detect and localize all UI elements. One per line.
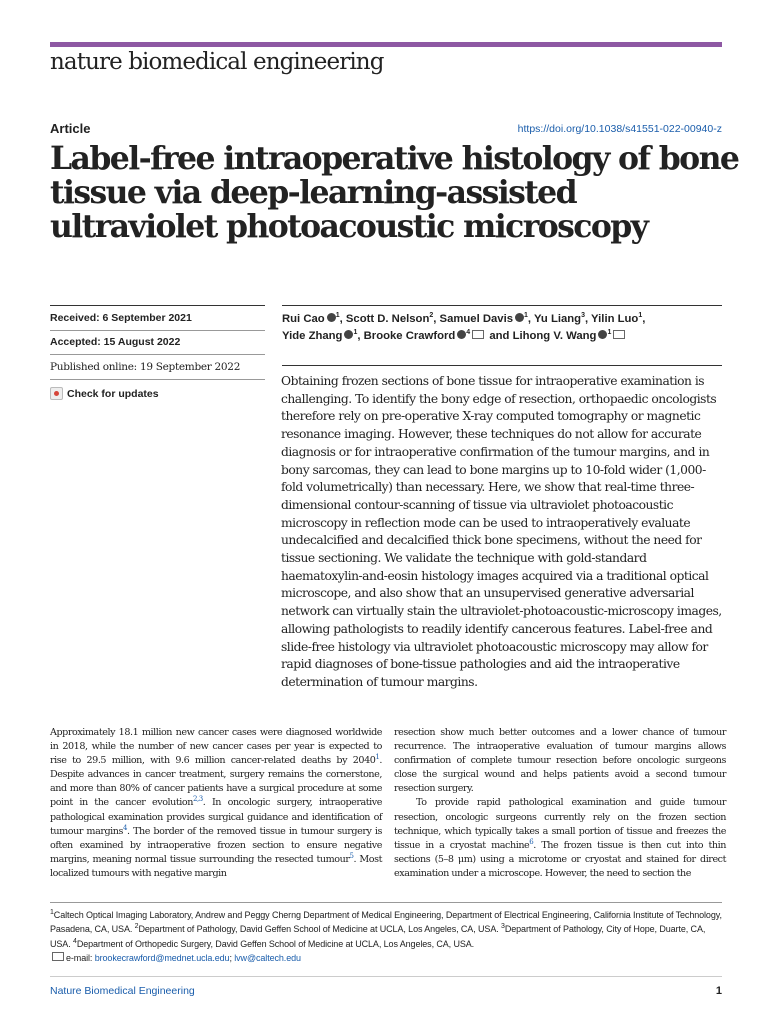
divider: [50, 305, 265, 306]
email-link[interactable]: brookecrawford@mednet.ucla.edu: [94, 952, 230, 963]
body-column-1: [50, 726, 382, 881]
orcid-icon[interactable]: [327, 313, 336, 322]
body-text: . In oncologic surgery, intraoperative pathological examination provides surgical guidance and identification of tumour margins: [50, 797, 382, 837]
author-list: [282, 311, 722, 344]
affiliation-sup: 4: [73, 937, 77, 945]
email-label: e-mail:: [66, 952, 95, 963]
check-for-updates-button[interactable]: [50, 387, 159, 400]
accepted-date: Accepted: 15 August 2022: [50, 336, 181, 348]
body-text: . The border of the removed tissue in tumour surgery is often examined by intraoperative frozen section to ensure negative margins, meaning normal tissue surrounding the resected tumour: [50, 825, 382, 865]
email-separator: ;: [229, 952, 235, 963]
affiliation-sup: 2: [429, 312, 434, 320]
body-column-2: [394, 726, 726, 881]
author-name[interactable]: , Yilin Luo: [584, 313, 639, 325]
page-number: 1: [715, 985, 722, 997]
check-for-updates-label: Check for updates: [67, 387, 159, 400]
author-name[interactable]: Rui Cao: [282, 313, 325, 325]
reference-link[interactable]: 6: [529, 837, 534, 846]
divider: [50, 330, 265, 331]
reference-link[interactable]: 4: [123, 823, 128, 832]
affiliation-sup: 1: [50, 909, 54, 916]
author-name[interactable]: , Yu Liang: [527, 313, 582, 325]
journal-name: nature biomedical engineering: [50, 49, 384, 75]
affiliation-sup: 3: [501, 923, 505, 931]
affiliation-sup: 4: [466, 328, 471, 336]
received-date: Received: 6 September 2021: [50, 312, 192, 324]
body-text: . Despite advances in cancer treatment, surgery remains the cornerstone, and more than 80% of cancer patients have a surgical procedure at some point in the cancer evolution: [50, 755, 382, 809]
affiliation-text: Department of Pathology, David Geffen School of Medicine at UCLA, Los Angeles, CA, USA.: [138, 924, 502, 935]
orcid-icon[interactable]: [457, 330, 466, 339]
email-link[interactable]: lvw@caltech.edu: [234, 952, 301, 963]
author-name[interactable]: , Scott D. Nelson: [339, 313, 430, 325]
affiliation-sup: 1: [353, 328, 358, 336]
body-text: . Most localized tumours with negative margin: [50, 853, 382, 879]
doi-link[interactable]: https://doi.org/10.1038/s41551-022-00940-z: [517, 123, 722, 135]
author-separator: ,: [642, 313, 646, 325]
affiliation-text: Caltech Optical Imaging Laboratory, Andrew and Peggy Cherng Department of Medical Engineering, Department of Electrical Engineering, California Institute of Technology, Pasadena, CA, USA.: [50, 910, 722, 935]
divider: [50, 354, 265, 355]
author-name[interactable]: Yide Zhang: [282, 329, 343, 342]
body-text: Approximately 18.1 million new cancer cases were diagnosed worldwide in 2018, while the number of new cancer cases per year is expected to rise to 29.5 million, with 9.6 million cancer-related deaths by 2040: [50, 727, 382, 767]
author-name[interactable]: , Brooke Crawford: [357, 329, 456, 342]
affiliation-text: Department of Pathology, City of Hope, Duarte, CA, USA.: [50, 924, 706, 949]
crossmark-icon: [50, 387, 63, 400]
reference-link[interactable]: 1: [375, 753, 380, 761]
divider: [282, 365, 722, 366]
footnote-divider: [50, 902, 722, 903]
published-date: Published online: 19 September 2022: [50, 361, 241, 373]
affiliation-sup: 1: [524, 312, 528, 320]
divider: [282, 305, 722, 306]
affiliation-sup: 1: [638, 312, 643, 320]
body-text: . The frozen tissue is then cut into thin sections (5–8 μm) using a microtome or cryostat and stained for direct examination under a microscope. However, the need to section the: [394, 839, 726, 879]
affiliation-sup: 1: [607, 328, 612, 336]
body-text: resection show much better outcomes and a lower chance of tumour recurrence. The intraoperative evaluation of tumour margins allows confirmation of complete tumour resection before oncologic surgeons close the surgical wound and helps patients avoid a second tumour resection surgery.: [394, 727, 726, 795]
email-icon[interactable]: [472, 330, 484, 339]
footer-journal-link[interactable]: Nature Biomedical Engineering: [50, 985, 195, 997]
abstract: Obtaining frozen sections of bone tissue for intraoperative examination is challenging. To identify the bony edge of resection, orthopaedic oncologists therefore rely on pre-operative X-ray computed tomography or magnetic resonance imaging. However, these techniques do not allow for accurate diagnosis or for intraoperative confirmation of the tumour margins, and in bony sarcomas, they can lead to bone margins up to 10-fold wider (1,000-fold volumetrically) than necessary. Here, we show that real-time three-dimensional contour-scanning of tissue via ultraviolet photoacoustic microscopy in reflection mode can be used to intraoperatively evaluate undecalcified and decalcified thick bone specimens, without the need for tissue sectioning. We validate the technique with gold-standard haematoxylin-and-eosin histology images acquired via a traditional optical microscope, and also show that an unsupervised generative adversarial network can virtually stain the ultraviolet-photoacoustic-microscopy images, allowing pathologists to readily identify cancerous features. Label-free and slide-free histology via ultraviolet photoacoustic microscopy may allow for rapid diagnoses of bone-tissue pathologies and aid the intraoperative determination of tumour margins.: [281, 374, 722, 689]
author-name[interactable]: and Lihong V. Wang: [486, 329, 597, 342]
journal-color-bar: [50, 42, 722, 47]
affiliation-sup: 1: [335, 312, 340, 320]
email-icon: [52, 952, 64, 961]
footer-divider: [50, 976, 722, 977]
email-icon[interactable]: [613, 330, 625, 339]
affiliation-sup: 2: [134, 923, 139, 931]
affiliation-sup: 3: [581, 312, 585, 320]
author-name[interactable]: , Samuel Davis: [433, 313, 514, 325]
divider: [50, 379, 265, 380]
reference-link[interactable]: 5: [349, 851, 354, 860]
reference-link[interactable]: 2,3: [192, 795, 203, 804]
affiliation-text: Department of Orthopedic Surgery, David Geffen School of Medicine at UCLA, Los Angeles, CA, USA.: [76, 938, 475, 949]
body-text: To provide rapid pathological examination and guide tumour resection, oncologic surgeons currently rely on the frozen section technique, which typically takes a small portion of tissue and freezes the tissue in a cryostat machine: [394, 797, 726, 851]
article-type-label: Article: [50, 121, 91, 136]
orcid-icon[interactable]: [515, 313, 524, 322]
body-paragraph: [394, 796, 726, 881]
article-title: Label-free intraoperative histology of bone tissue via deep-learning-assisted ultraviolet photoacoustic microscopy: [50, 140, 739, 245]
affiliations-footnote: [50, 908, 722, 965]
